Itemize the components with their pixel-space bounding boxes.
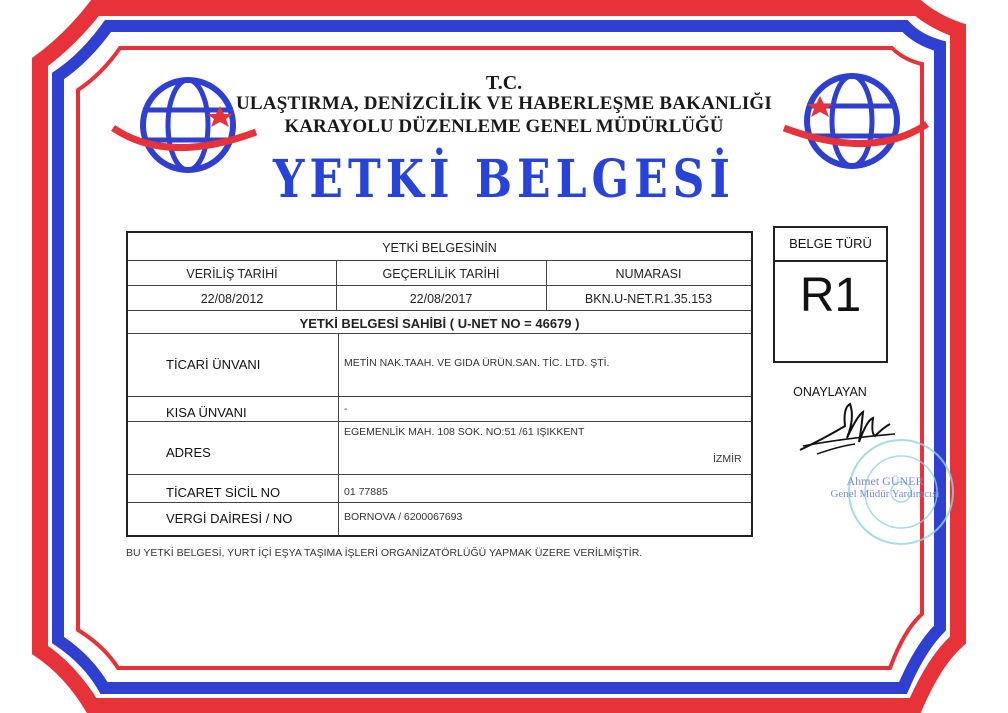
signature <box>795 398 905 460</box>
validity-date-value: 22/08/2017 <box>409 292 473 306</box>
certificate-type-label: BELGE TÜRÜ <box>775 228 886 262</box>
tax-office-label: VERGİ DAİRESİ / NO <box>166 511 293 526</box>
directorate-name: KARAYOLU DÜZENLEME GENEL MÜDÜRLÜĞÜ <box>284 116 724 137</box>
short-name-value: - <box>344 403 348 415</box>
column-header-issue-date: VERİLİŞ TARİHİ <box>186 267 278 281</box>
trade-name-label: TİCARİ ÜNVANI <box>166 357 261 372</box>
ministry-globe-emblem-left <box>108 70 258 180</box>
certificate-number-value: BKN.U-NET.R1.35.153 <box>584 292 713 306</box>
trade-name-value: METİN NAK.TAAH. VE GIDA ÜRÜN.SAN. TİC. LTD. ŞTİ. <box>344 357 610 369</box>
address-value: EGEMENLİK MAH. 108 SOK. NO:51 /61 IŞIKKENT <box>344 426 585 438</box>
table-section-header: YETKİ BELGESİNİN <box>382 241 497 255</box>
trade-registry-label: TİCARET SİCİL NO <box>166 485 281 500</box>
footer-statement: BU YETKİ BELGESİ, YURT İÇİ EŞYA TAŞIMA İŞLERİ ORGANİZATÖRLÜĞÜ YAPMAK ÜZERE VERİLMİŞTİR. <box>126 547 643 559</box>
ministry-globe-emblem-right <box>782 66 932 176</box>
signer-name: Ahmet GÜNER <box>846 474 924 488</box>
column-header-number: NUMARASI <box>615 267 682 281</box>
signer-title: Genel Müdür Yardımcısı <box>830 488 940 500</box>
issue-date-value: 22/08/2012 <box>200 292 264 306</box>
country-abbreviation: T.C. <box>485 72 523 94</box>
short-name-label: KISA ÜNVANI <box>166 405 247 420</box>
certificate-type-box <box>773 226 888 363</box>
address-label: ADRES <box>166 445 211 460</box>
document-title: YETKİ BELGESİ <box>273 150 735 211</box>
address-city: İZMİR <box>713 453 742 465</box>
trade-registry-value: 01 77885 <box>344 486 388 498</box>
column-header-validity-date: GEÇERLİLİK TARİHİ <box>382 267 500 281</box>
certificate-table <box>126 231 753 537</box>
certificate-type-code: R1 <box>799 269 862 322</box>
approver-label: ONAYLAYAN <box>793 385 867 399</box>
ministry-name: ULAŞTIRMA, DENİZCİLİK VE HABERLEŞME BAKANLIĞI <box>235 93 772 114</box>
tax-office-value: BORNOVA / 6200067693 <box>344 511 463 523</box>
owner-header: YETKİ BELGESİ SAHİBİ ( U-NET NO = 46679 ) <box>299 316 580 331</box>
